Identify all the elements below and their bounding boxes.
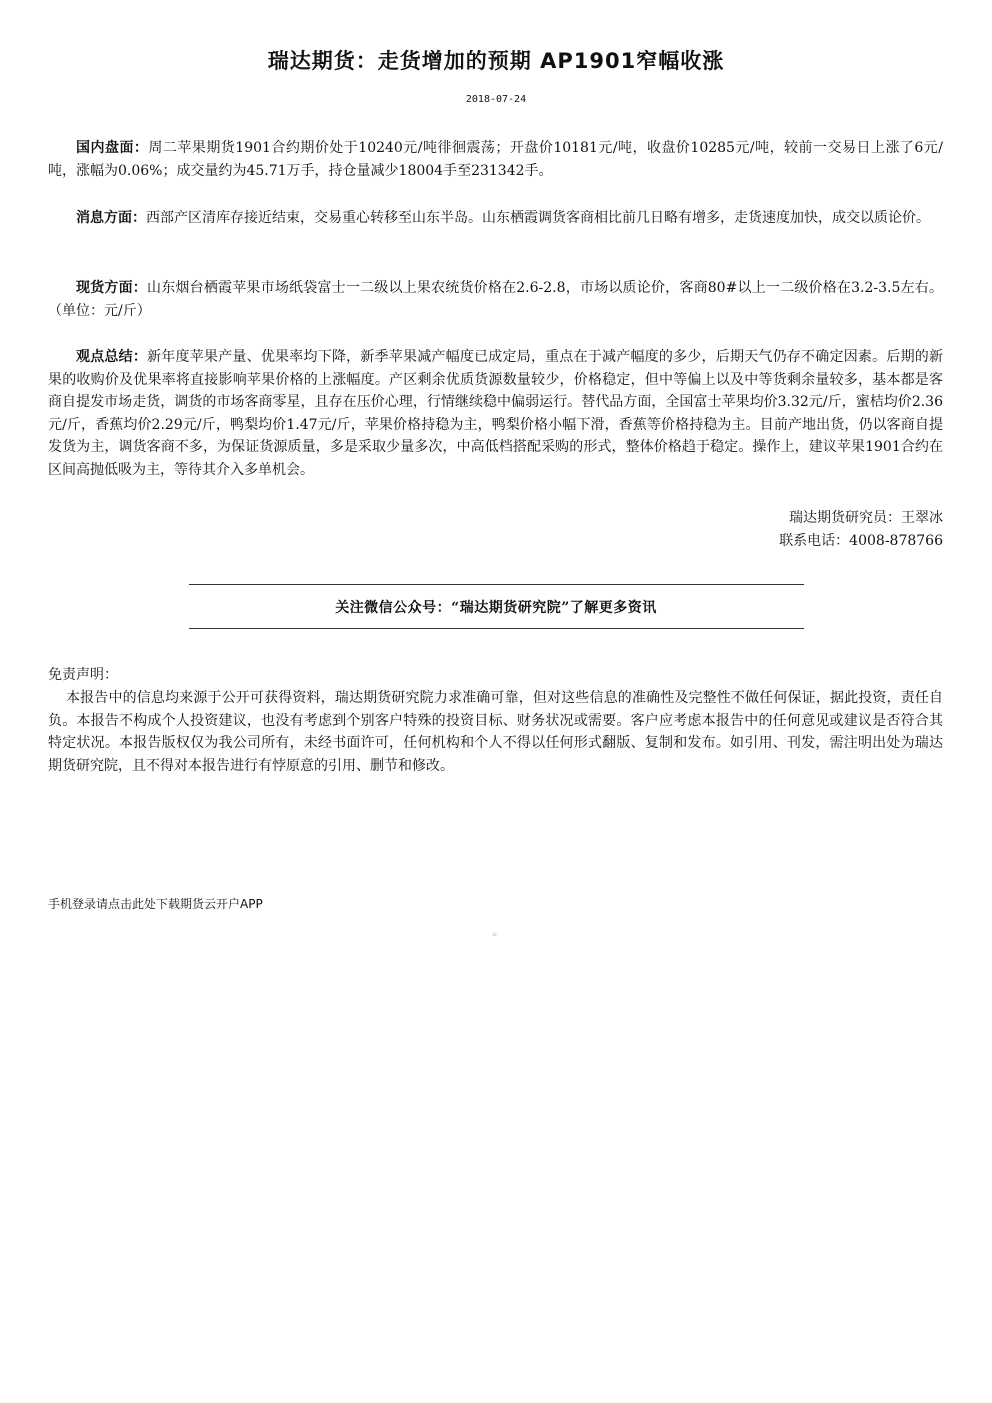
section-heading: 消息方面： (76, 210, 146, 226)
disclaimer-label: 免责声明： (48, 667, 118, 683)
section-domestic-market (48, 137, 943, 182)
app-download-link[interactable]: 手机登录请点击此处下载期货云开户APP (48, 897, 263, 911)
section-spot (48, 277, 943, 322)
divider-bottom (189, 628, 804, 629)
section-body: 新年度苹果产量、优果率均下降，新季苹果减产幅度已成定局，重点在于减产幅度的多少，后期天气仍存不确定因素。后期的新果的收购价及优果率将直接影响苹果价格的上涨幅度。产区剩余优质货源数量较少，价格稳定，但中等偏上以及中等货剩余量较多，基本都是客商自提发市场走货，调货的市场客商零星，且存在压价心理，行情继续稳中偏弱运行。替代品方面，全国富士苹果均价3.32元/斤，蜜桔均价2.36元/斤，香蕉均价2.29元/斤，鸭梨均价1.47元/斤，苹果价格持稳为主，鸭梨价格小幅下滑，香蕉等价格持稳为主。目前产地出货，仍以客商自提发货为主，调货客商不多，为保证货源质量，多是采取少量多次，中高低档搭配采购的形式，整体价格趋于稳定。操作上，建议苹果1901合约在区间高抛低吸为主，等待其介入多单机会。 (48, 349, 944, 478)
contact-phone: 联系电话：4008-878766 (779, 533, 943, 549)
section-body: 山东烟台栖霞苹果市场纸袋富士一二级以上果农统货价格在2.6-2.8，市场以质论价，客商80#以上一二级价格在3.2-3.5左右。（单位：元/斤） (48, 280, 944, 319)
section-body: 周二苹果期货1901合约期价处于10240元/吨徘徊震荡；开盘价10181元/吨，收盘价10285元/吨，较前一交易日上涨了6元/吨，涨幅为0.06%；成交量约为45.71万手，持仓量减少18004手至231342手。 (48, 140, 943, 179)
section-body: 西部产区清库存接近结束，交易重心转移至山东半岛。山东栖霞调货客商相比前几日略有增多，走货速度加快，成交以质论价。 (146, 210, 930, 226)
section-news (48, 207, 943, 230)
page-title: 瑞达期货：走货增加的预期 AP1901窄幅收涨 (267, 49, 725, 73)
follow-notice: 关注微信公众号：“瑞达期货研究院”了解更多资讯 (335, 600, 657, 616)
section-heading: 现货方面： (76, 280, 148, 296)
section-heading: 国内盘面： (76, 140, 149, 156)
divider-top (189, 584, 804, 585)
report-date: 2018-07-24 (465, 94, 527, 105)
section-heading: 观点总结： (76, 349, 148, 365)
page-marker-icon: ≡ (492, 931, 498, 938)
disclaimer-text: 本报告中的信息均来源于公开可获得资料，瑞达期货研究院力求准确可靠，但对这些信息的准确性及完整性不做任何保证，据此投资，责任自负。本报告不构成个人投资建议，也没有考虑到个别客户特殊的投资目标、财务状况或需要。客户应考虑本报告中的任何意见或建议是否符合其特定状况。本报告版权仅为我公司所有，未经书面许可，任何机构和个人不得以任何形式翻版、复制和发布。如引用、刊发，需注明出处为瑞达期货研究院，且不得对本报告进行有悖原意的引用、删节和修改。 (48, 690, 943, 774)
section-summary (48, 346, 943, 481)
researcher-name: 瑞达期货研究员：王翠冰 (789, 510, 943, 526)
